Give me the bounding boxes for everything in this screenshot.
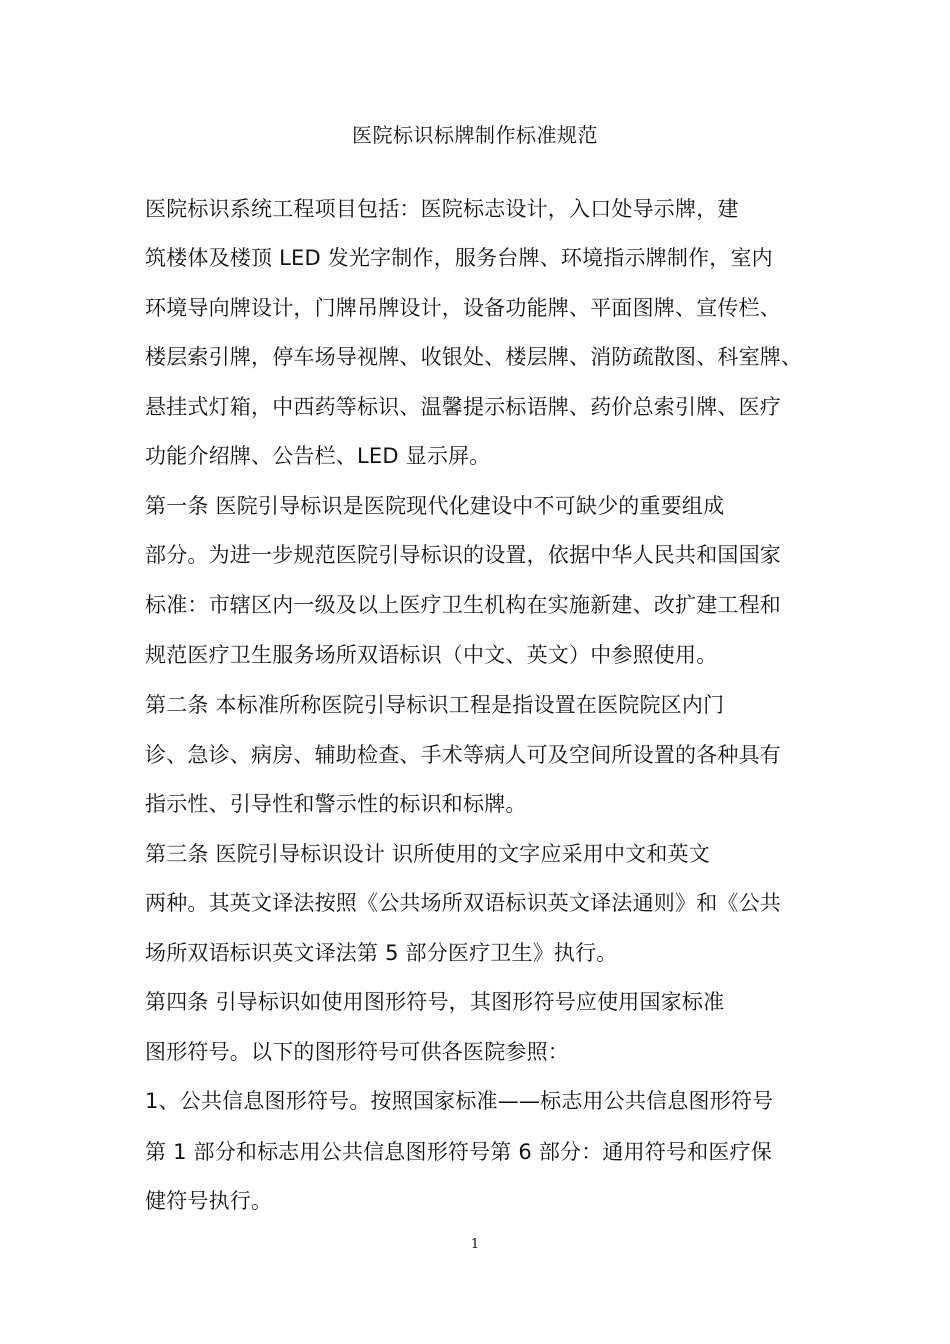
body-line: 指示性、引导性和警示性的标识和标牌。 [145,792,527,816]
body-line: 第三条 医院引导标识设计 识所使用的文字应采用中文和英文 [145,842,710,866]
body-line: 两种。其英文译法按照《公共场所双语标识英文译法通则》和《公共 [145,891,781,915]
body-line: 标准：市辖区内一级及以上医疗卫生机构在实施新建、改扩建工程和 [145,593,781,617]
body-line: 环境导向牌设计，门牌吊牌设计，设备功能牌、平面图牌、宣传栏、 [145,296,781,320]
body-line: 医院标识系统工程项目包括：医院标志设计，入口处导示牌，建 [145,197,739,221]
body-line: 功能介绍牌、公告栏、LED 显示屏。 [145,444,491,468]
document-title: 医院标识标牌制作标准规范 [352,123,598,147]
body-line: 部分。为进一步规范医院引导标识的设置，依据中华人民共和国国家 [145,543,781,567]
body-line: 诊、急诊、病房、辅助检查、手术等病人可及空间所设置的各种具有 [145,743,781,767]
body-line: 第二条 本标准所称医院引导标识工程是指设置在医院院区内门 [145,693,725,717]
body-line: 第 1 部分和标志用公共信息图形符号第 6 部分：通用符号和医疗保 [145,1140,773,1164]
body-line: 图形符号。以下的图形符号可供各医院参照： [145,1040,569,1064]
body-line: 规范医疗卫生服务场所双语标识（中文、英文）中参照使用。 [145,643,718,667]
body-line: 1、公共信息图形符号。按照国家标准——标志用公共信息图形符号 [145,1089,774,1113]
body-line: 场所双语标识英文译法第 5 部分医疗卫生》执行。 [145,941,618,965]
page-number: 1 [470,1237,480,1252]
body-line: 第一条 医院引导标识是医院现代化建设中不可缺少的重要组成 [145,494,725,518]
body-line: 悬挂式灯箱，中西药等标识、温馨提示标语牌、药价总索引牌、医疗 [145,395,781,419]
body-line: 健符号执行。 [145,1189,273,1213]
body-line: 楼层索引牌，停车场导视牌、收银处、楼层牌、消防疏散图、科室牌、 [145,345,803,369]
body-line: 第四条 引导标识如使用图形符号，其图形符号应使用国家标准 [145,990,725,1014]
body-line: 筑楼体及楼顶 LED 发光字制作，服务台牌、环境指示牌制作，室内 [145,246,773,270]
